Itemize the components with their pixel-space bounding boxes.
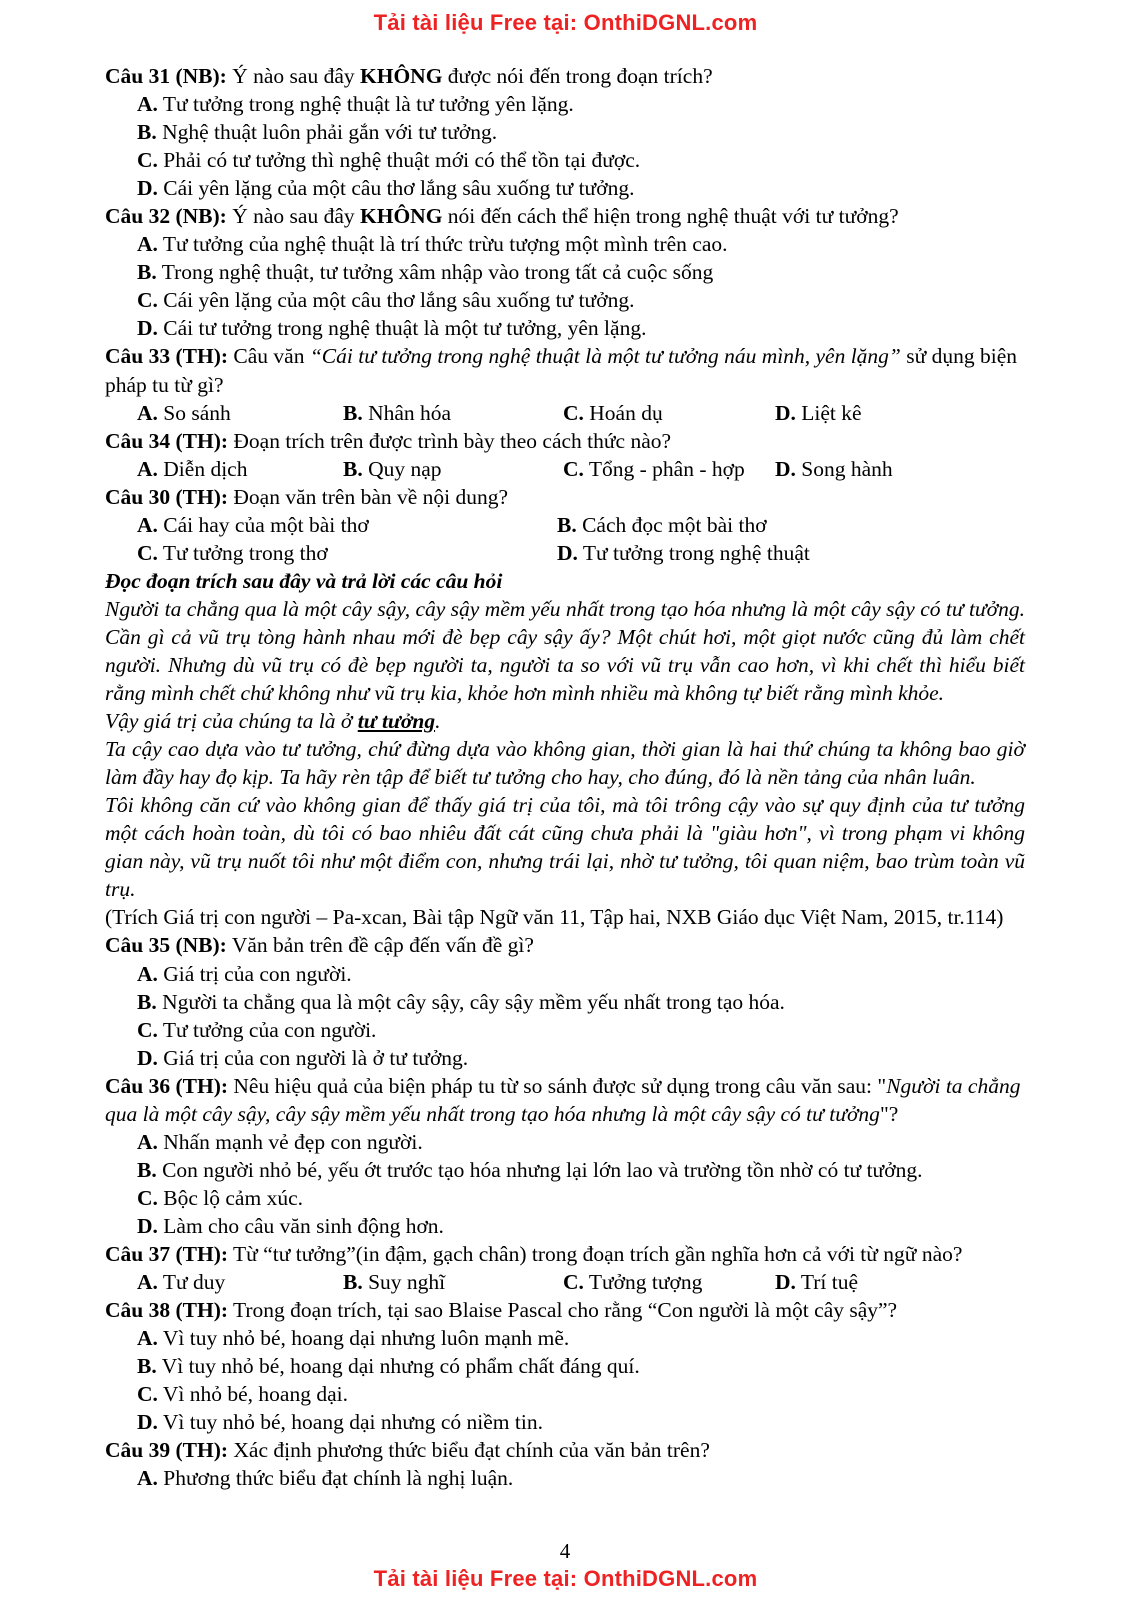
option-letter: C.: [137, 148, 158, 173]
question-38-option-c: [105, 1380, 1025, 1408]
option-letter: D.: [775, 456, 796, 481]
question-31-prompt-emphasis: KHÔNG: [360, 64, 443, 88]
option-text: Cái hay của một bài thơ: [157, 512, 369, 537]
question-31: [105, 62, 1025, 90]
question-33-label: Câu 33 (TH):: [105, 344, 229, 369]
question-30-option-d: [557, 539, 810, 567]
question-35-option-a: [105, 960, 1025, 988]
question-31-option-d: [105, 174, 1025, 202]
option-letter: A.: [137, 961, 158, 986]
question-32-option-c: [105, 286, 1025, 314]
option-text: Vì nhỏ bé, hoang dại.: [157, 1382, 348, 1407]
option-text: Cách đọc một bài thơ: [576, 512, 767, 537]
option-text: Diễn dịch: [157, 456, 248, 481]
option-letter: C.: [137, 1185, 158, 1210]
question-32-option-a: [105, 230, 1025, 258]
question-36-option-c: [105, 1184, 1025, 1212]
option-letter: C.: [137, 540, 158, 565]
question-35-prompt: Văn bản trên đề cập đến vấn đề gì?: [226, 933, 534, 958]
question-38: [105, 1296, 1025, 1324]
question-38-prompt: Trong đoạn trích, tại sao Blaise Pascal cho rằng “Con người là một cây sậy”?: [228, 1298, 898, 1323]
option-letter: D.: [775, 1270, 796, 1295]
question-34: [105, 427, 1025, 455]
question-37-prompt: Từ “tư tưởng”(in đậm, gạch chân) trong đoạn trích gần nghĩa hơn cả với từ ngữ nào?: [228, 1241, 963, 1266]
question-34-label: Câu 34 (TH):: [105, 428, 229, 453]
option-letter: B.: [343, 400, 363, 425]
option-letter: A.: [137, 1129, 158, 1154]
option-letter: C.: [563, 456, 584, 481]
question-30-options-row2: [105, 539, 1025, 567]
option-text: Vì tuy nhỏ bé, hoang dại nhưng có phẩm chất đáng quí.: [156, 1354, 640, 1379]
question-34-options: [105, 455, 1025, 483]
question-33-quote: “Cái tư tưởng trong nghệ thuật là một tư tưởng náu mình, yên lặng”: [309, 344, 901, 369]
question-36-label: Câu 36 (TH):: [105, 1073, 229, 1098]
question-37-option-b: [343, 1268, 563, 1296]
option-text: Phải có tư tưởng thì nghệ thuật mới có thể tồn tại được.: [157, 148, 641, 173]
question-30: [105, 483, 1025, 511]
question-30-label: Câu 30 (TH):: [105, 484, 229, 509]
footer-banner: [0, 1566, 1131, 1602]
reading-passage-paragraph-2: [105, 707, 1025, 735]
question-36-quote: Người ta chẳng qua là một cây sậy, cây sậy mềm yếu nhất trong tạo hóa nhưng là một cây sậy có tư tưởng: [105, 1073, 1021, 1126]
question-33-option-a: [137, 399, 343, 427]
option-letter: A.: [137, 1326, 158, 1351]
reading-passage-paragraph-1: Người ta chẳng qua là một cây sậy, cây sậy mềm yếu nhất trong tạo hóa nhưng là một cây sậy có tư tưởng. Cần gì cả vũ trụ tòng hành nhau mới đè bẹp cây sậy ấy? Một chút hơi, một giọt nước cũng đủ làm chết người. Nhưng dù vũ trụ có đè bẹp người ta, người ta so với vũ trụ vẫn cao hơn, vì khi chết thì hiểu biết rằng mình chết chứ không như vũ trụ kia, khỏe hơn mình nhiều mà không tự biết rằng mình khỏe.: [105, 596, 1025, 706]
option-text: Tư tưởng của nghệ thuật là trí thức trừu tượng một mình trên cao.: [157, 232, 728, 257]
option-text: So sánh: [157, 400, 231, 425]
question-30-options-row1: [105, 511, 1025, 539]
option-letter: C.: [137, 1382, 158, 1407]
option-text: Nhân hóa: [362, 400, 452, 425]
option-text: Tư tưởng trong nghệ thuật: [577, 540, 810, 565]
question-35-option-b: [105, 988, 1025, 1016]
question-36: [105, 1072, 1025, 1128]
question-32-option-d: [105, 314, 1025, 342]
option-letter: C.: [563, 400, 584, 425]
question-37-option-d: [775, 1268, 858, 1296]
option-text: Suy nghĩ: [362, 1270, 446, 1295]
option-letter: A.: [137, 92, 158, 117]
question-35-label: Câu 35 (NB):: [105, 933, 227, 958]
question-35-option-c: [105, 1016, 1025, 1044]
option-text: Làm cho câu văn sinh động hơn.: [157, 1213, 444, 1238]
option-text: Giá trị của con người.: [157, 961, 352, 986]
option-text: Trong nghệ thuật, tư tưởng xâm nhập vào trong tất cả cuộc sống: [156, 260, 714, 285]
question-31-option-a: [105, 90, 1025, 118]
option-text: Liệt kê: [795, 400, 862, 425]
question-36-option-b: [105, 1156, 1025, 1184]
question-34-option-b: [343, 455, 563, 483]
option-letter: B.: [343, 456, 363, 481]
question-36-prompt-pre: Nêu hiệu quả của biện pháp tu từ so sánh được sử dụng trong câu văn sau: ": [228, 1073, 887, 1098]
question-38-option-d: [105, 1408, 1025, 1436]
option-text: Người ta chẳng qua là một cây sậy, cây sậy mềm yếu nhất trong tạo hóa.: [156, 989, 785, 1014]
option-text: Phương thức biểu đạt chính là nghị luận.: [157, 1466, 514, 1491]
question-33-options: [105, 399, 1025, 427]
question-36-option-d: [105, 1212, 1025, 1240]
option-letter: A.: [137, 1466, 158, 1491]
question-30-option-c: [137, 539, 557, 567]
question-37-option-a: [137, 1268, 343, 1296]
option-letter: C.: [563, 1270, 584, 1295]
option-letter: B.: [343, 1270, 363, 1295]
header-banner: [0, 0, 1131, 40]
option-letter: D.: [557, 540, 578, 565]
question-33-prompt-post: sử dụng biện pháp tu từ gì?: [105, 344, 1018, 397]
option-letter: C.: [137, 288, 158, 313]
option-letter: D.: [775, 400, 796, 425]
option-letter: B.: [137, 1354, 157, 1379]
question-35: [105, 931, 1025, 959]
option-text: Cái tư tưởng trong nghệ thuật là một tư tưởng, yên lặng.: [157, 316, 647, 341]
question-39: [105, 1436, 1025, 1464]
option-letter: A.: [137, 232, 158, 257]
option-letter: B.: [137, 120, 157, 145]
question-39-prompt: Xác định phương thức biểu đạt chính của văn bản trên?: [228, 1438, 710, 1463]
option-text: Cái yên lặng của một câu thơ lắng sâu xuống tư tưởng.: [157, 288, 635, 313]
question-35-option-d: [105, 1044, 1025, 1072]
question-32-prompt-post: nói đến cách thể hiện trong nghệ thuật với tư tưởng?: [442, 204, 899, 229]
passage-2-post: .: [435, 709, 441, 734]
option-text: Tư tưởng trong nghệ thuật là tư tưởng yên lặng.: [157, 92, 574, 117]
option-text: Tư tưởng của con người.: [157, 1017, 377, 1042]
option-letter: A.: [137, 456, 158, 481]
option-letter: D.: [137, 176, 158, 201]
question-33: [105, 342, 1025, 398]
option-letter: D.: [137, 316, 158, 341]
option-text: Hoán dụ: [583, 400, 663, 425]
option-letter: D.: [137, 1213, 158, 1238]
question-31-prompt-pre: Ý nào sau đây: [226, 64, 360, 88]
question-38-label: Câu 38 (TH):: [105, 1298, 229, 1323]
option-text: Quy nạp: [362, 456, 442, 481]
option-text: Tổng - phân - hợp: [583, 456, 745, 481]
option-text: Trí tuệ: [795, 1270, 859, 1295]
option-text: Vì tuy nhỏ bé, hoang dại nhưng luôn mạnh mẽ.: [157, 1326, 570, 1351]
option-letter: A.: [137, 1270, 158, 1295]
option-letter: A.: [137, 400, 158, 425]
question-33-option-d: [775, 399, 862, 427]
reading-passage-paragraph-3: Ta cậy cao dựa vào tư tưởng, chứ đừng dựa vào không gian, thời gian là hai thứ chúng ta không bao giờ làm đầy hay đọ kịp. Ta hãy rèn tập để biết tư tưởng cho hay, cho đúng, đó là nền tảng của nhân luân.: [105, 737, 1025, 790]
question-32-prompt-pre: Ý nào sau đây: [226, 204, 360, 229]
option-text: Song hành: [795, 456, 893, 481]
question-39-label: Câu 39 (TH):: [105, 1438, 229, 1463]
option-letter: B.: [137, 1157, 157, 1182]
question-33-option-b: [343, 399, 563, 427]
option-text: Vì tuy nhỏ bé, hoang dại nhưng có niềm tin.: [157, 1410, 543, 1435]
question-39-option-a: [105, 1464, 1025, 1492]
question-31-label: Câu 31 (NB):: [105, 64, 227, 88]
question-38-option-a: [105, 1324, 1025, 1352]
question-33-prompt-pre: Câu văn: [228, 344, 310, 369]
question-36-prompt-post: "?: [879, 1101, 899, 1126]
footer-banner-text: Tải tài liệu Free tại: OnthiDGNL.com: [373, 1565, 758, 1591]
header-banner-text: Tải tài liệu Free tại: OnthiDGNL.com: [373, 10, 758, 35]
reading-passage-heading: Đọc đoạn trích sau đây và trả lời các câu hỏi: [105, 568, 503, 593]
question-37: [105, 1240, 1025, 1268]
question-34-option-c: [563, 455, 775, 483]
question-34-option-d: [775, 455, 893, 483]
option-text: Giá trị của con người là ở tư tưởng.: [157, 1045, 469, 1070]
option-letter: D.: [137, 1410, 158, 1435]
option-letter: C.: [137, 1017, 158, 1042]
question-30-option-a: [137, 511, 557, 539]
option-text: Tưởng tượng: [583, 1270, 703, 1295]
option-letter: D.: [137, 1045, 158, 1070]
passage-keyword-tu-tuong: tư tưởng: [357, 709, 436, 734]
question-32-option-b: [105, 258, 1025, 286]
passage-2-pre: Vậy giá trị của chúng ta là ở: [105, 709, 358, 734]
question-32-prompt-emphasis: KHÔNG: [360, 204, 443, 229]
question-33-option-c: [563, 399, 775, 427]
question-30-option-b: [557, 511, 767, 539]
reading-passage-citation: (Trích Giá trị con người – Pa-xcan, Bài tập Ngữ văn 11, Tập hai, NXB Giáo dục Việt Nam, 2015, tr.114): [105, 905, 1004, 930]
option-letter: B.: [137, 260, 157, 285]
question-37-label: Câu 37 (TH):: [105, 1241, 229, 1266]
question-31-option-c: [105, 146, 1025, 174]
question-37-option-c: [563, 1268, 775, 1296]
question-30-prompt: Đoạn văn trên bàn về nội dung?: [228, 484, 509, 509]
option-letter: B.: [137, 989, 157, 1014]
question-37-options: [105, 1268, 1025, 1296]
option-letter: B.: [557, 512, 577, 537]
question-32-label: Câu 32 (NB):: [105, 204, 227, 229]
reading-passage-paragraph-4: Tôi không căn cứ vào không gian để thấy giá trị của tôi, mà tôi trông cậy vào sự quy định của tư tưởng một cách hoàn toàn, dù tôi có bao nhiêu đất cát cũng chưa phải là "giàu hơn", vì trong phạm vi không gian này, vũ trụ nuốt tôi như một điểm con, nhưng trái lại, nhờ tư tưởng, tôi quan niệm, bao trùm toàn vũ trụ.: [105, 793, 1025, 902]
question-34-prompt: Đoạn trích trên được trình bày theo cách thức nào?: [228, 428, 672, 453]
page-content: [0, 40, 1131, 1566]
option-text: Nghệ thuật luôn phải gắn với tư tưởng.: [156, 120, 498, 145]
option-text: Tư duy: [157, 1270, 226, 1295]
option-letter: A.: [137, 512, 158, 537]
option-text: Con người nhỏ bé, yếu ớt trước tạo hóa nhưng lại lớn lao và trường tồn nhờ có tư tưởng.: [156, 1157, 923, 1182]
question-31-option-b: [105, 118, 1025, 146]
question-38-option-b: [105, 1352, 1025, 1380]
option-text: Tư tưởng trong thơ: [157, 540, 328, 565]
option-text: Cái yên lặng của một câu thơ lắng sâu xuống tư tưởng.: [157, 176, 635, 201]
page-number: 4: [559, 1539, 571, 1564]
question-31-prompt-post: được nói đến trong đoạn trích?: [442, 64, 713, 88]
question-36-option-a: [105, 1128, 1025, 1156]
option-text: Bộc lộ cảm xúc.: [157, 1185, 303, 1210]
question-32: [105, 202, 1025, 230]
option-text: Nhấn mạnh vẻ đẹp con người.: [157, 1129, 423, 1154]
question-34-option-a: [137, 455, 343, 483]
